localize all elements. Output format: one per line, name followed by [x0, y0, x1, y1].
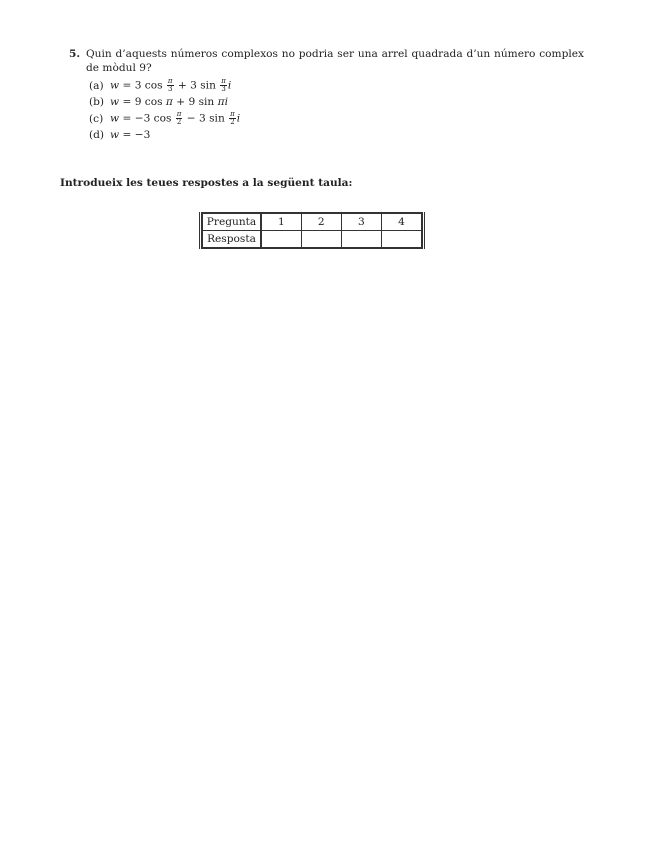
option-d — [89, 128, 584, 145]
question-text: Quin d’aquests números complexos no podria ser una arrel quadrada d’un número complex de mòdul 9? — [86, 48, 584, 74]
answer-table — [202, 212, 422, 249]
answer-cell-4[interactable] — [381, 231, 421, 249]
answer-options — [89, 78, 584, 144]
option-c-formula: w = −3 cos $\frac{\pi}{2}$ − 3 sin $\frac{\pi}{2}$ i — [110, 110, 241, 126]
option-a-label: (a) — [89, 79, 104, 92]
option-a — [89, 78, 584, 95]
question-5 — [69, 47, 584, 144]
option-d-label: (d) — [89, 128, 105, 141]
column-header-4: 4 — [381, 213, 421, 231]
answer-cell-3[interactable] — [341, 231, 381, 249]
option-b-formula: w = 9 cos π + 9 sin πi — [110, 95, 228, 108]
row-header-question: Pregunta — [203, 213, 262, 231]
answer-cell-1[interactable] — [261, 231, 301, 249]
column-header-2: 2 — [301, 213, 341, 231]
option-d-formula: w = −3 — [110, 128, 151, 141]
option-c — [89, 111, 584, 128]
question-number: 5. — [69, 48, 81, 60]
table-row-answers — [203, 231, 422, 249]
answer-cell-2[interactable] — [301, 231, 341, 249]
table-row-questions — [203, 213, 422, 231]
column-header-1: 1 — [261, 213, 301, 231]
option-b — [89, 95, 584, 112]
answer-table-frame — [199, 212, 425, 249]
column-header-3: 3 — [341, 213, 381, 231]
row-header-answer: Resposta — [203, 231, 262, 249]
instruction-text: Introdueix les teues respostes a la següent taula: — [60, 177, 353, 189]
option-b-label: (b) — [89, 95, 105, 108]
option-c-label: (c) — [89, 112, 104, 125]
option-a-formula: w = 3 cos $\frac{\pi}{3}$ + 3 sin $\frac{\pi}{3}$ i — [110, 77, 232, 93]
